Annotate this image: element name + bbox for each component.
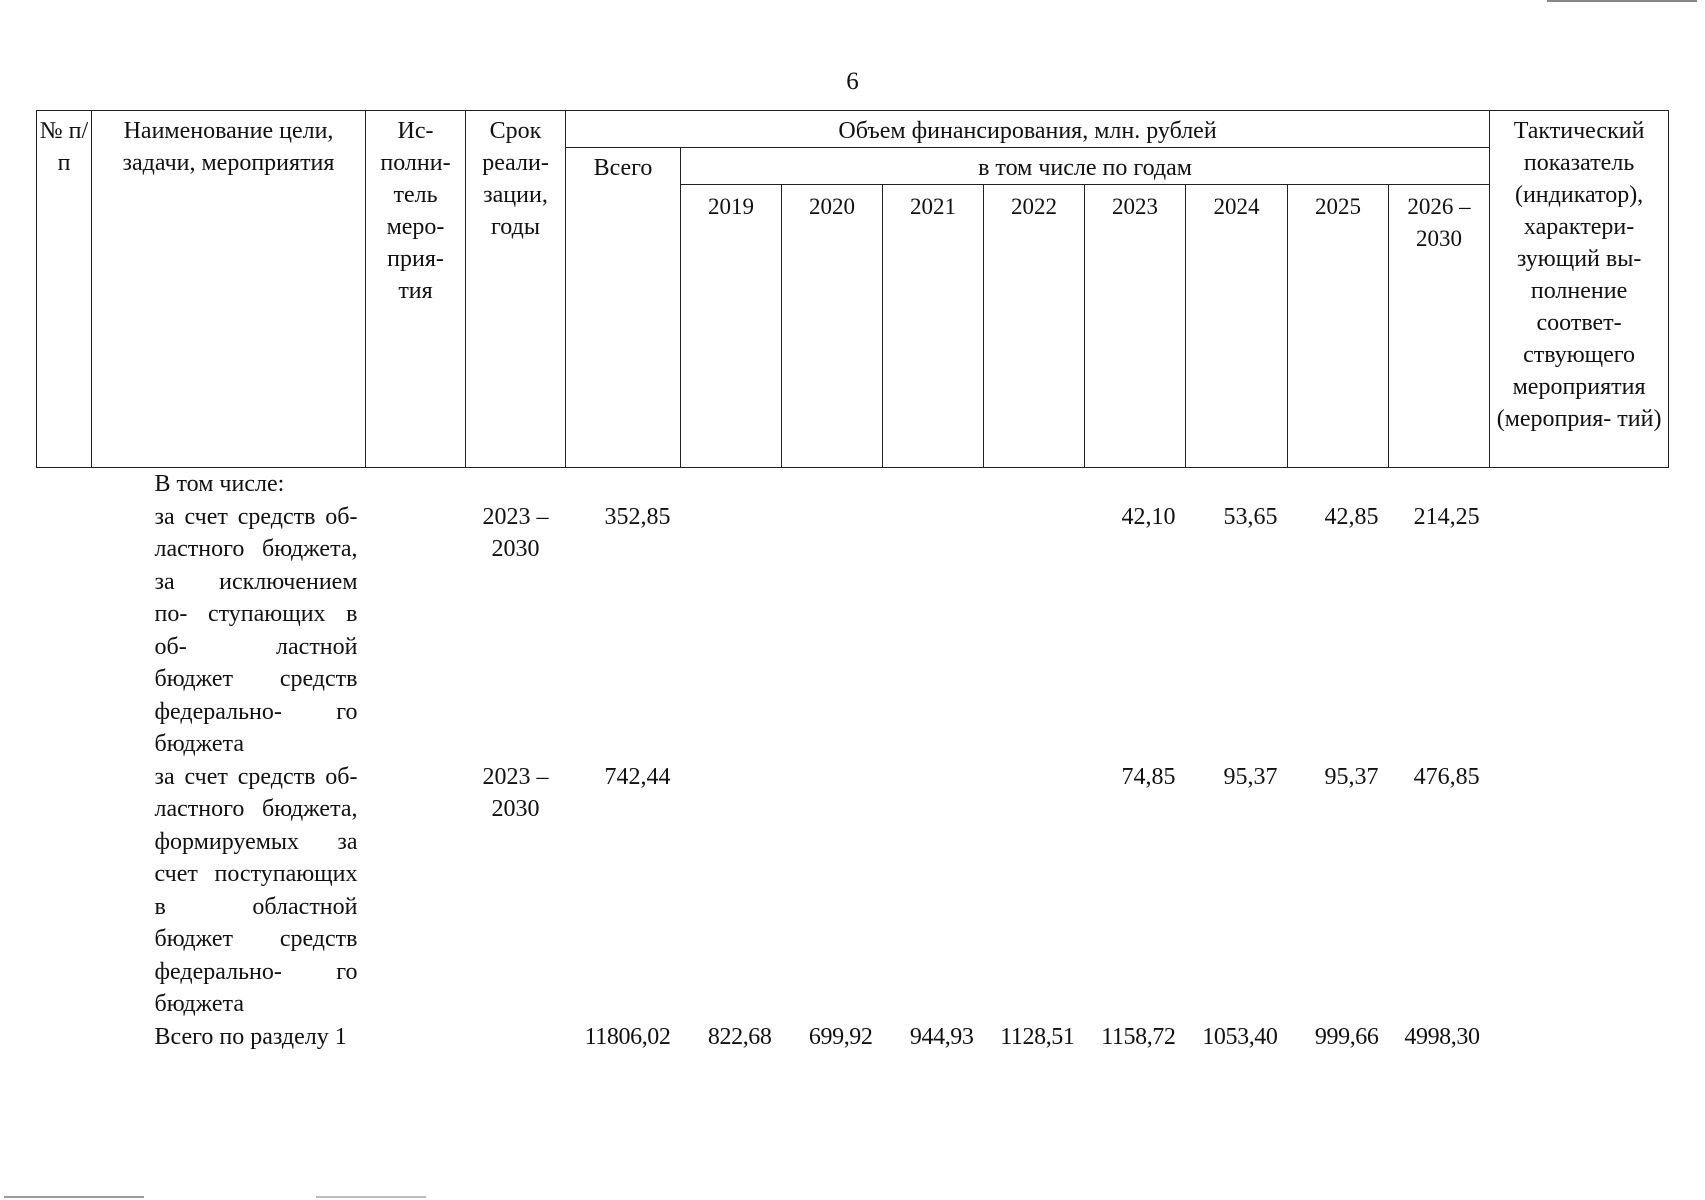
table-row <box>37 761 1669 1021</box>
row-value: 42,10 <box>1121 503 1176 530</box>
row-value: 95,37 <box>1223 763 1278 790</box>
row-value <box>883 761 984 1021</box>
row-value: 53,65 <box>1223 503 1278 530</box>
header-year: 2019 <box>681 185 782 468</box>
row-value <box>681 501 782 761</box>
row-value: 214,25 <box>1413 503 1480 530</box>
header-year: 2020 <box>782 185 883 468</box>
row-value: 1128,51 <box>1000 1023 1075 1050</box>
row-total: 11806,02 <box>584 1023 671 1050</box>
row-value: 476,85 <box>1413 763 1480 790</box>
top-rule <box>1547 0 1697 2</box>
header-executor: Ис- полни- тель меро- прия- тия <box>366 111 466 468</box>
row-value: 1158,72 <box>1101 1023 1176 1050</box>
row-name: за счет средств об- ластного бюджета, за исключением по- ступающих в об- ластной бюджет средств федерально- го бюджета <box>154 503 358 757</box>
bottom-rule <box>4 1196 144 1198</box>
header-period: Срок реали- зации, годы <box>466 111 566 468</box>
bottom-rule <box>316 1196 426 1198</box>
row-value: 944,93 <box>909 1023 974 1050</box>
header-year: 2026 – 2030 <box>1389 185 1490 468</box>
row-name: В том числе: <box>154 471 285 497</box>
table-body <box>37 468 1669 1054</box>
header-indicator: Тактический показатель (индикатор), характери- зующий вы- полнение соответ- ствующего мероприятия (мероприя- тий) <box>1490 111 1669 468</box>
header-volume: Объем финансирования, млн. рублей <box>566 111 1490 148</box>
page-number: 6 <box>846 68 859 95</box>
row-value <box>782 501 883 761</box>
row-total: 352,85 <box>604 503 671 530</box>
table-row-total <box>37 1021 1669 1054</box>
row-value: 822,68 <box>707 1023 772 1050</box>
header-by-years: в том числе по годам <box>681 148 1490 185</box>
row-value: 999,66 <box>1314 1023 1379 1050</box>
row-value: 74,85 <box>1121 763 1176 790</box>
row-value: 4998,30 <box>1404 1023 1480 1050</box>
row-value: 42,85 <box>1324 503 1379 530</box>
header-year: 2022 <box>984 185 1085 468</box>
row-value <box>681 761 782 1021</box>
row-value: 699,92 <box>808 1023 873 1050</box>
row-value: 95,37 <box>1324 763 1379 790</box>
row-total: 742,44 <box>604 763 671 790</box>
row-value <box>984 761 1085 1021</box>
row-value: 1053,40 <box>1202 1023 1278 1050</box>
header-year: 2024 <box>1186 185 1288 468</box>
header-year: 2021 <box>883 185 984 468</box>
table-header <box>37 111 1669 468</box>
row-name: за счет средств об- ластного бюджета, формируемых за счет поступающих в областной бюджет средств федерально- го бюджета <box>154 763 358 1017</box>
header-name: Наименование цели, задачи, мероприятия <box>92 111 366 468</box>
row-value <box>883 501 984 761</box>
row-value <box>782 761 883 1021</box>
header-year: 2023 <box>1085 185 1186 468</box>
row-period: 2023 – 2030 <box>482 503 549 562</box>
table-row <box>37 468 1669 501</box>
financing-table <box>36 110 1669 1053</box>
table-row <box>37 501 1669 761</box>
header-num: № п/п <box>37 111 92 468</box>
header-year: 2025 <box>1288 185 1389 468</box>
row-value <box>984 501 1085 761</box>
header-total: Всего <box>566 148 681 468</box>
row-name: Всего по разделу 1 <box>154 1023 347 1050</box>
row-period: 2023 – 2030 <box>482 763 549 822</box>
row-period <box>466 1021 566 1054</box>
